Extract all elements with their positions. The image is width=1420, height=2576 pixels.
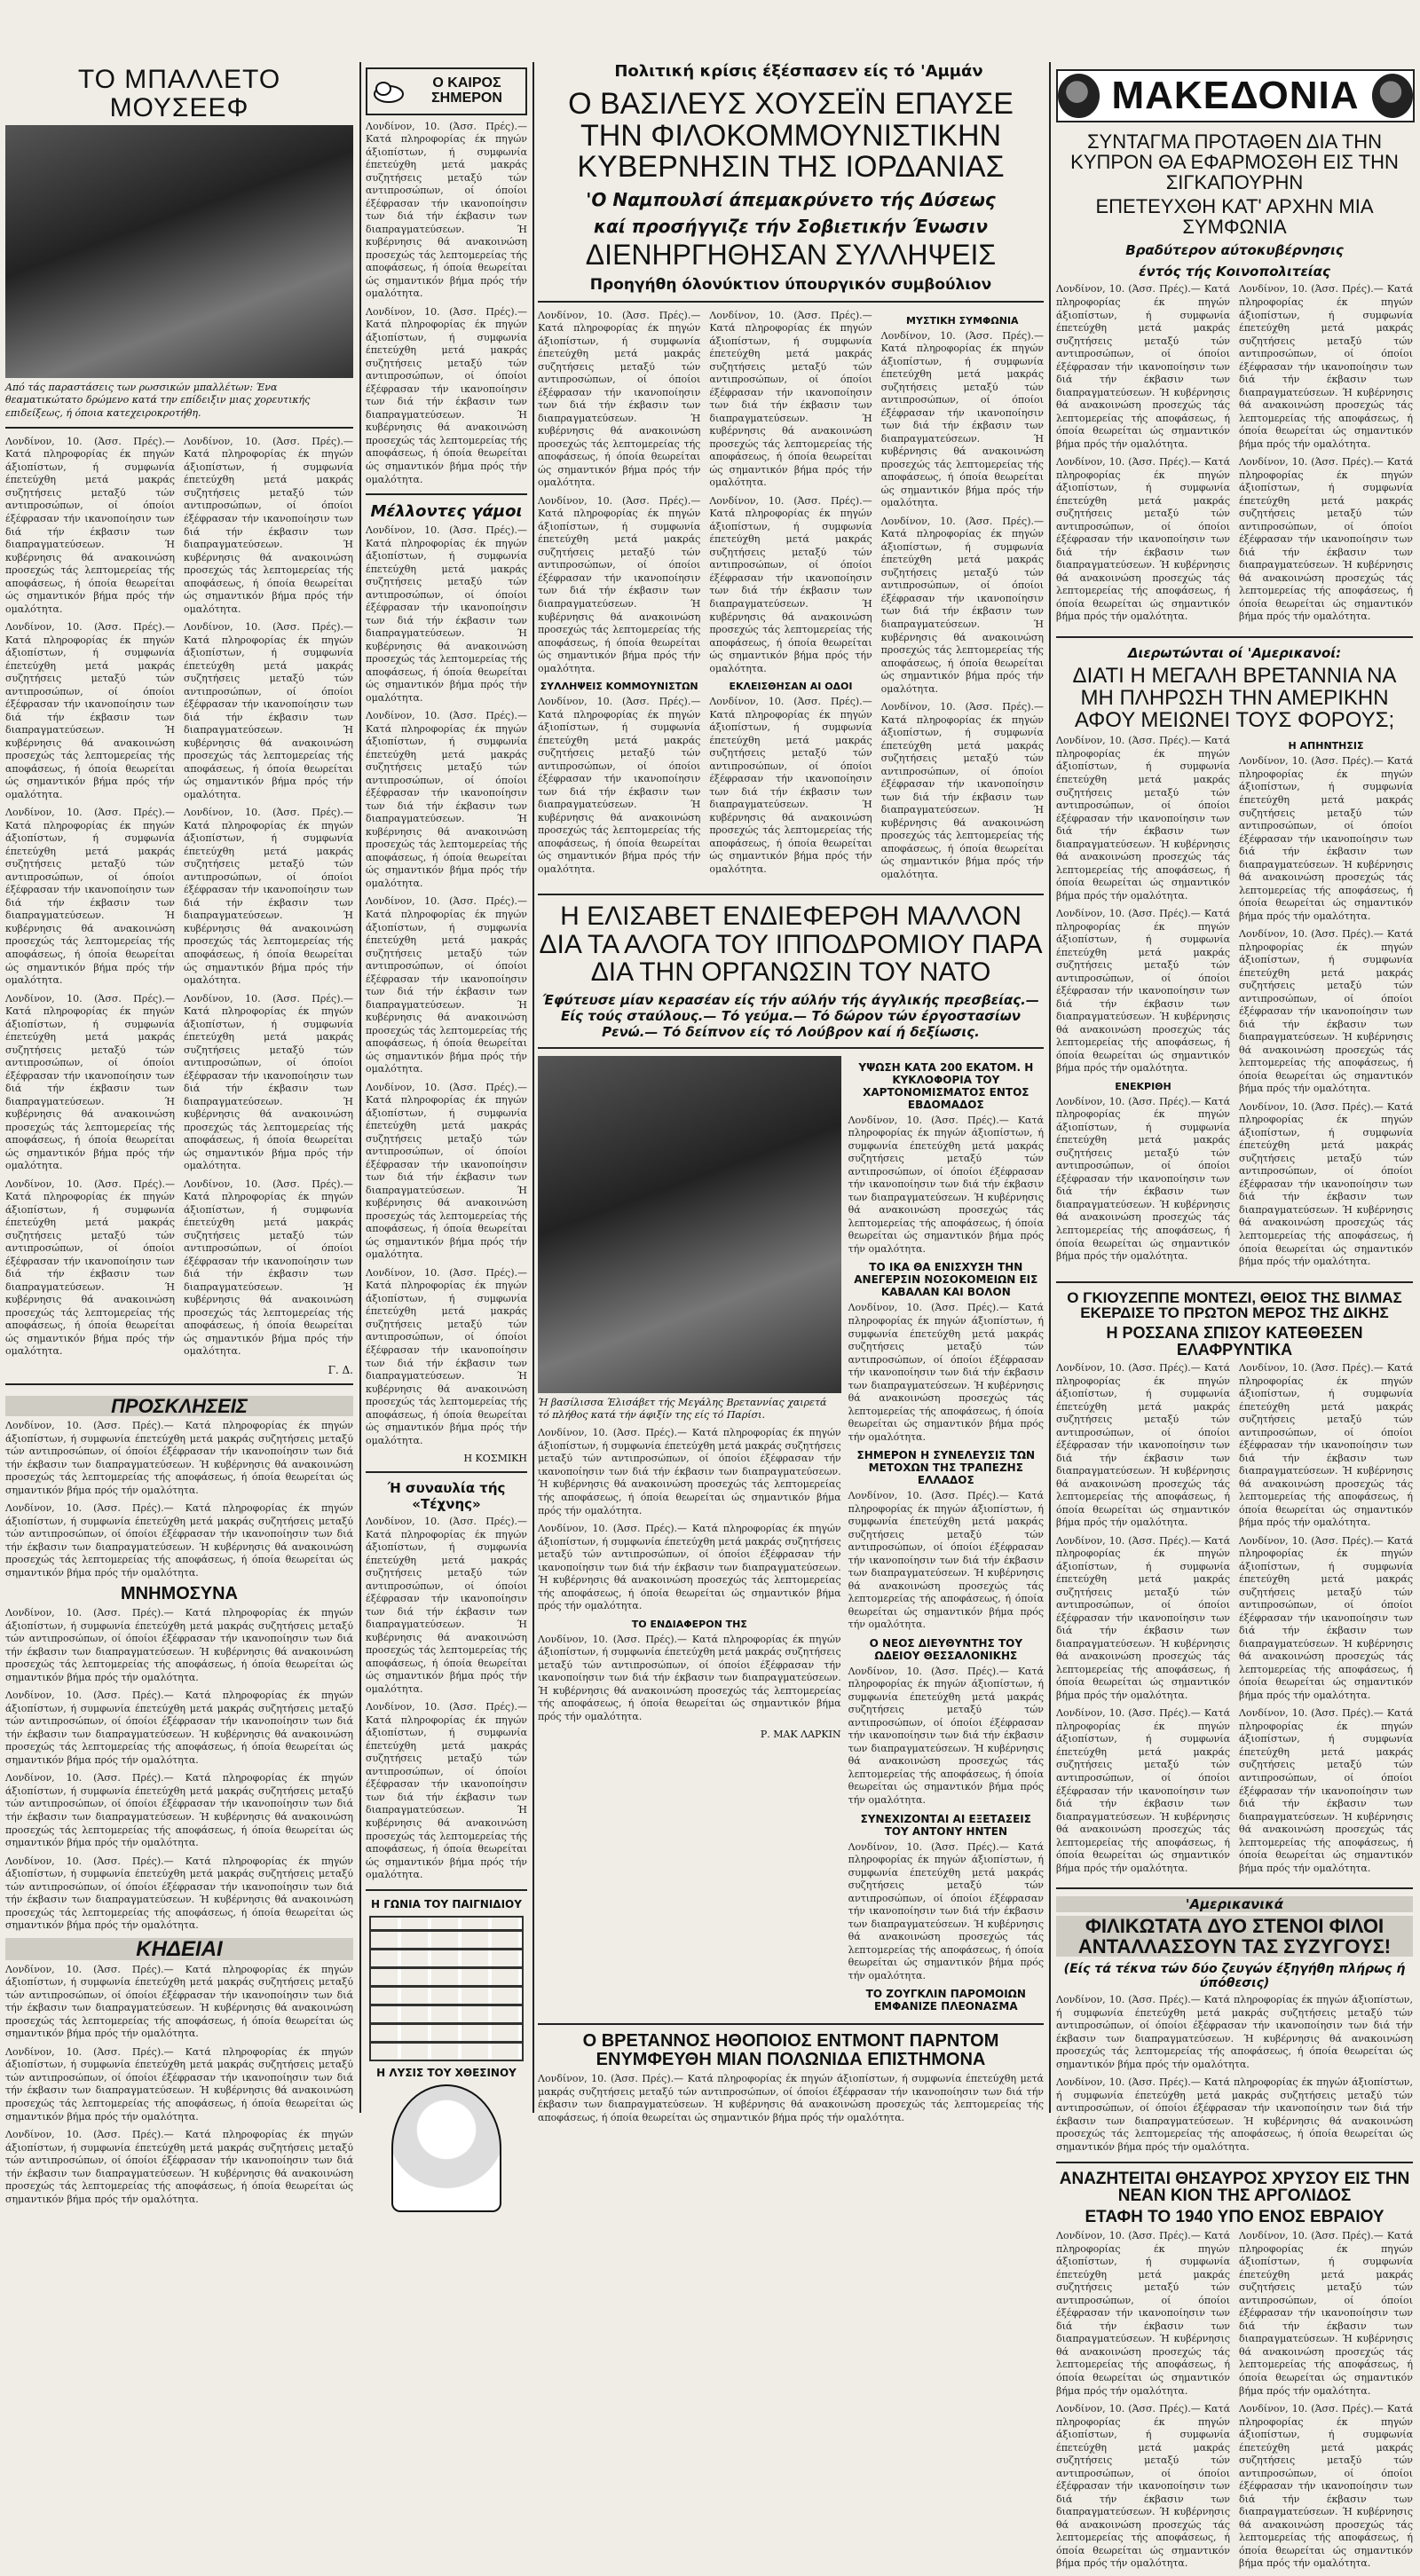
helmet-head-icon [1058, 74, 1100, 118]
left-column: ΤΟ ΜΠΑΛΛΕΤΟ ΜΟΥΣΕΕΦ Από τάς παραστάσεις των ρωσσικών μπαλλέτων: Ένα θεαματικώτατο δρώμενο κατά την επίδειξιν μιας χορευτικής επιδείξεως, ή όποια κατεχειροκροτήθη. Λονδίνον, 10. (Άσσ. Πρές).— Κατά πληροφορίας έκ πηγών άξιοπίστων, ή συμφωνία έπετεύχθη μετά μακράς συζητήσεις μεταξύ τών αντιπροσώπων, οί όποίοι έξέφρασαν τήν ικανοποίησιν των διά τήν έκβασιν των διαπραγματεύσεων. Ή κυβέρνησις θά ανακοινώση προσεχώς τάς λεπτομερείας τής αποφάσεως, ή όποία θεωρείται ώς σημαντικόν βήμα πρός τήν ομαλότητα. Λονδίνον, 10. (Άσσ. Πρές).— Κατά πληροφορίας έκ πηγών άξιοπίστων, ή συμφωνία έπετεύχθη μετά μακράς συζητήσεις μεταξύ τών αντιπροσώπων, οί όποίοι έξέφρασαν τήν ικανοποίησιν των διά τήν έκβασιν των διαπραγματεύσεων. Ή κυβέρνησις θά ανακοινώση προσεχώς τάς λεπτομερείας τής αποφάσεως, ή όποία θεωρείται ώς σημαντικόν βήμα πρός τήν ομαλότητα. Λονδίνον, 10. (Άσσ. Πρές).— Κατά πληροφορίας έκ πηγών άξιοπίστων, ή συμφωνία έπετεύχθη μετά μακράς συζητήσεις μεταξύ τών αντιπροσώπων, οί όποίοι έξέφρασαν τήν ικανοποίησιν των διά τήν έκβασιν των διαπραγματεύσεων. Ή κυβέρνησις θά ανακοινώση προσεχώς τάς λεπτομερείας τής αποφάσεως, ή όποία θεωρείται ώς σημαντικόν βήμα πρός τήν ομαλότητα. Λονδίνον, 10. (Άσσ. Πρές).— Κατά πληροφορίας έκ πηγών άξιοπίστων, ή συμφωνία έπετεύχθη μετά μακράς συζητήσεις μεταξύ τών αντιπροσώπων, οί όποίοι έξέφρασαν τήν ικανοποίησιν των διά τήν έκβασιν των διαπραγματεύσεων. Ή κυβέρνησις θά ανακοινώση προσεχώς τάς λεπτομερείας τής αποφάσεως, ή όποία θεωρείται ώς σημαντικόν βήμα πρός τήν ομαλότητα. Λονδίνον, 10. (Άσσ. Πρές).— Κατά πληροφορίας έκ πηγών άξιοπίστων, ή συμφωνία έπετεύχθη μετά μακράς συζητήσεις μεταξύ τών αντιπροσώπων, οί όποίοι έξέφρασαν τήν ικανοποίησιν των διά τήν έκβασιν των διαπραγματεύσεων. Ή κυβέρνησις θά ανακοινώση προσεχώς τάς λεπτομερείας τής αποφάσεως, ή όποία θεωρείται ώς σημαντικόν βήμα πρός τήν ομαλότητα. Λονδίνον, 10. (Άσσ. Πρές).— Κατά πληροφορίας έκ πηγών άξιοπίστων, ή συμφωνία έπετεύχθη μετά μακράς συζητήσεις μεταξύ τών αντιπροσώπων, οί όποίοι έξέφρασαν τήν ικανοποίησιν των διά τήν έκβασιν των διαπραγματεύσεων. Ή κυβέρνησις θά ανακοινώση προσεχώς τάς λεπτομερείας τής αποφάσεως, ή όποία θεωρείται ώς σημαντικόν βήμα πρός τήν ομαλότητα. Λονδίνον, 10. (Άσσ. Πρές).— Κατά πληροφορίας έκ πηγών άξιοπίστων, ή συμφωνία έπετεύχθη μετά μακράς συζητήσεις μεταξύ τών αντιπροσώπων, οί όποίοι έξέφρασαν τήν ικανοποίησιν των διά τήν έκβασιν των διαπραγματεύσεων. Ή κυβέρνησις θά ανακοινώση προσεχώς τάς λεπτομερείας τής αποφάσεως, ή όποία θεωρείται ώς σημαντικόν βήμα πρός τήν ομαλότητα. Λονδίνον, 10. (Άσσ. Πρές).— Κατά πληροφορίας έκ πηγών άξιοπίστων, ή συμφωνία έπετεύχθη μετά μακράς συζητήσεις μεταξύ τών αντιπροσώπων, οί όποίοι έξέφρασαν τήν ικανοποίησιν των διά τήν έκβασιν των διαπραγματεύσεων. Ή κυβέρνησις θά ανακοινώση προσεχώς τάς λεπτομερείας τής αποφάσεως, ή όποία θεωρείται ώς σημαντικόν βήμα πρός τήν ομαλότητα. Λονδίνον, 10. (Άσσ. Πρές).— Κατά πληροφορίας έκ πηγών άξιοπίστων, ή συμφωνία έπετεύχθη μετά μακράς συζητήσεις μεταξύ τών αντιπροσώπων, οί όποίοι έξέφρασαν τήν ικανοποίησιν των διά τήν έκβασιν των διαπραγματεύσεων. Ή κυβέρνησις θά ανακοινώση προσεχώς τάς λεπτομερείας τής αποφάσεως, ή όποία θεωρείται ώς σημαντικόν βήμα πρός τήν ομαλότητα. Λονδίνον, 10. (Άσσ. Πρές).— Κατά πληροφορίας έκ πηγών άξιοπίστων, ή συμφωνία έπετεύχθη μετά μακράς συζητήσεις μεταξύ τών αντιπροσώπων, οί όποίοι έξέφρασαν τήν ικανοποίησιν των διά τήν έκβασιν των διαπραγματεύσεων. Ή κυβέρνησις θά ανακοινώση προσεχώς τάς λεπτομερείας τής αποφάσεως, ή όποία θεωρείται ώς σημαντικόν βήμα πρός τήν ομαλότητα. Γ. Δ. ΠΡΟΣΚΛΗΣΕΙΣ Λονδίνον, 10. (Άσσ. Πρές).— Κατά πληροφορίας έκ πηγών άξιοπίστων, ή συμφωνία έπετεύχθη μετά μακράς συζητήσεις μεταξύ τών αντιπροσώπων, οί όποίοι έξέφρασαν τήν ικανοποίησιν των διά τήν έκβασιν των διαπραγματεύσεων. Ή κυβέρνησις θά ανακοινώση προσεχώς τάς λεπτομερείας τής αποφάσεως, ή όποία θεωρείται ώς σημαντικόν βήμα πρός τήν ομαλότητα. Λονδίνον, 10. (Άσσ. Πρές).— Κατά πληροφορίας έκ πηγών άξιοπίστων, ή συμφωνία έπετεύχθη μετά μακράς συζητήσεις μεταξύ τών αντιπροσώπων, οί όποίοι έξέφρασαν τήν ικανοποίησιν των διά τήν έκβασιν των διαπραγματεύσεων. Ή κυβέρνησις θά ανακοινώση προσεχώς τάς λεπτομερείας τής αποφάσεως, ή όποία θεωρείται ώς σημαντικόν βήμα πρός τήν ομαλότητα. ΜΝΗΜΟΣΥΝΑ Λονδίνον, 10. (Άσσ. Πρές).— Κατά πληροφορίας έκ πηγών άξιοπίστων, ή συμφωνία έπετεύχθη μετά μακράς συζητήσεις μεταξύ τών αντιπροσώπων, οί όποίοι έξέφρασαν τήν ικανοποίησιν των διά τήν έκβασιν των διαπραγματεύσεων. Ή κυβέρνησις θά ανακοινώση προσεχώς τάς λεπτομερείας τής αποφάσεως, ή όποία θεωρείται ώς σημαντικόν βήμα πρός τήν ομαλότητα. Λονδίνον, 10. (Άσσ. Πρές).— Κατά πληροφορίας έκ πηγών άξιοπίστων, ή συμφωνία έπετεύχθη μετά μακράς συζητήσεις μεταξύ τών αντιπροσώπων, οί όποίοι έξέφρασαν τήν ικανοποίησιν των διά τήν έκβασιν των διαπραγματεύσεων. Ή κυβέρνησις θά ανακοινώση προσεχώς τάς λεπτομερείας τής αποφάσεως, ή όποία θεωρείται ώς σημαντικόν βήμα πρός τήν ομαλότητα. Λονδίνον, 10. (Άσσ. Πρές).— Κατά πληροφορίας έκ πηγών άξιοπίστων, ή συμφωνία έπετεύχθη μετά μακράς συζητήσεις μεταξύ τών αντιπροσώπων, οί όποίοι έξέφρασαν τήν ικανοποίησιν των διά τήν έκβασιν των διαπραγματεύσεων. Ή κυβέρνησις θά ανακοινώση προσεχώς τάς λεπτομερείας τής αποφάσεως, ή όποία θεωρείται ώς σημαντικόν βήμα πρός τήν ομαλότητα. Λονδίνον, 10. (Άσσ. Πρές).— Κατά πληροφορίας έκ πηγών άξιοπίστων, ή συμφωνία έπετεύχθη μετά μακράς συζητήσεις μεταξύ τών αντιπροσώπων, οί όποίοι έξέφρασαν τήν ικανοποίησιν των διά τήν έκβασιν των διαπραγματεύσεων. Ή κυβέρνησις θά ανακοινώση προσεχώς τάς λεπτομερείας τής αποφάσεως, ή όποία θεωρείται ώς σημαντικόν βήμα πρός τήν ομαλότητα. ΚΗΔΕΙΑΙ Λονδίνον, 10. (Άσσ. Πρές).— Κατά πληροφορίας έκ πηγών άξιοπίστων, ή συμφωνία έπετεύχθη μετά μακράς συζητήσεις μεταξύ τών αντιπροσώπων, οί όποίοι έξέφρασαν τήν ικανοποίησιν των διά τήν έκβασιν των διαπραγματεύσεων. Ή κυβέρνησις θά ανακοινώση προσεχώς τάς λεπτομερείας τής αποφάσεως, ή όποία θεωρείται ώς σημαντικόν βήμα πρός τήν ομαλότητα. Λονδίνον, 10. (Άσσ. Πρές).— Κατά πληροφορίας έκ πηγών άξιοπίστων, ή συμφωνία έπετεύχθη μετά μακράς συζητήσεις μεταξύ τών αντιπροσώπων, οί όποίοι έξέφρασαν τήν ικανοποίησιν των διά τήν έκβασιν των διαπραγματεύσεων. Ή κυβέρνησις θά ανακοινώση προσεχώς τάς λεπτομερείας τής αποφάσεως, ή όποία θεωρείται ώς σημαντικόν βήμα πρός τήν ομαλότητα. Λονδίνον, 10. (Άσσ. Πρές).— Κατά πληροφορίας έκ πηγών άξιοπίστων, ή συμφωνία έπετεύχθη μετά μακράς συζητήσεις μεταξύ τών αντιπροσώπων, οί όποίοι έξέφρασαν τήν ικανοποίησιν των διά τήν έκβασιν των διαπραγματεύσεων. Ή κυβέρνησις θά ανακοινώση προσεχώς τάς λεπτομερείας τής αποφάσεως, ή όποία θεωρείται ώς σημαντικόν βήμα πρός τήν ομαλότητα. [5, 65, 353, 2205]
weather-box [366, 67, 527, 115]
right-column: ΣΥΝΤΑΓΜΑ ΠΡΟΤΑΘΕΝ ΔΙΑ ΤΗΝ ΚΥΠΡΟΝ ΘΑ ΕΦΑΡΜΟΣΘΗ ΕΙΣ ΤΗΝ ΣΙΓΚΑΠΟΥΡΗΝ ΕΠΕΤΕΥΧΘΗ ΚΑΤ' ΑΡΧΗΝ ΜΙΑ ΣΥΜΦΩΝΙΑ Βραδύτερον αύτοκυβέρνησις έντός τής Κοινοπολιτείας Λονδίνον, 10. (Άσσ. Πρές).— Κατά πληροφορίας έκ πηγών άξιοπίστων, ή συμφωνία έπετεύχθη μετά μακράς συζητήσεις μεταξύ τών αντιπροσώπων, οί όποίοι έξέφρασαν τήν ικανοποίησιν των διά τήν έκβασιν των διαπραγματεύσεων. Ή κυβέρνησις θά ανακοινώση προσεχώς τάς λεπτομερείας τής αποφάσεως, ή όποία θεωρείται ώς σημαντικόν βήμα πρός τήν ομαλότητα. Λονδίνον, 10. (Άσσ. Πρές).— Κατά πληροφορίας έκ πηγών άξιοπίστων, ή συμφωνία έπετεύχθη μετά μακράς συζητήσεις μεταξύ τών αντιπροσώπων, οί όποίοι έξέφρασαν τήν ικανοποίησιν των διά τήν έκβασιν των διαπραγματεύσεων. Ή κυβέρνησις θά ανακοινώση προσεχώς τάς λεπτομερείας τής αποφάσεως, ή όποία θεωρείται ώς σημαντικόν βήμα πρός τήν ομαλότητα. Λονδίνον, 10. (Άσσ. Πρές).— Κατά πληροφορίας έκ πηγών άξιοπίστων, ή συμφωνία έπετεύχθη μετά μακράς συζητήσεις μεταξύ τών αντιπροσώπων, οί όποίοι έξέφρασαν τήν ικανοποίησιν των διά τήν έκβασιν των διαπραγματεύσεων. Ή κυβέρνησις θά ανακοινώση προσεχώς τάς λεπτομερείας τής αποφάσεως, ή όποία θεωρείται ώς σημαντικόν βήμα πρός τήν ομαλότητα. Λονδίνον, 10. (Άσσ. Πρές).— Κατά πληροφορίας έκ πηγών άξιοπίστων, ή συμφωνία έπετεύχθη μετά μακράς συζητήσεις μεταξύ τών αντιπροσώπων, οί όποίοι έξέφρασαν τήν ικανοποίησιν των διά τήν έκβασιν των διαπραγματεύσεων. Ή κυβέρνησις θά ανακοινώση προσεχώς τάς λεπτομερείας τής αποφάσεως, ή όποία θεωρείται ώς σημαντικόν βήμα πρός τήν ομαλότητα. Διερωτώνται οί 'Αμερικανοί: ΔΙΑΤΙ Η ΜΕΓΑΛΗ ΒΡΕΤΑΝΝΙΑ ΝΑ ΜΗ ΠΛΗΡΩΣΗ ΤΗΝ ΑΜΕΡΙΚΗΝ ΑΦΟΥ ΜΕΙΩΝΕΙ ΤΟΥΣ ΦΟΡΟΥΣ; Λονδίνον, 10. (Άσσ. Πρές).— Κατά πληροφορίας έκ πηγών άξιοπίστων, ή συμφωνία έπετεύχθη μετά μακράς συζητήσεις μεταξύ τών αντιπροσώπων, οί όποίοι έξέφρασαν τήν ικανοποίησιν των διά τήν έκβασιν των διαπραγματεύσεων. Ή κυβέρνησις θά ανακοινώση προσεχώς τάς λεπτομερείας τής αποφάσεως, ή όποία θεωρείται ώς σημαντικόν βήμα πρός τήν ομαλότητα. Λονδίνον, 10. (Άσσ. Πρές).— Κατά πληροφορίας έκ πηγών άξιοπίστων, ή συμφωνία έπετεύχθη μετά μακράς συζητήσεις μεταξύ τών αντιπροσώπων, οί όποίοι έξέφρασαν τήν ικανοποίησιν των διά τήν έκβασιν των διαπραγματεύσεων. Ή κυβέρνησις θά ανακοινώση προσεχώς τάς λεπτομερείας τής αποφάσεως, ή όποία θεωρείται ώς σημαντικόν βήμα πρός τήν ομαλότητα. ΕΝΕΚΡΙΘΗ Λονδίνον, 10. (Άσσ. Πρές).— Κατά πληροφορίας έκ πηγών άξιοπίστων, ή συμφωνία έπετεύχθη μετά μακράς συζητήσεις μεταξύ τών αντιπροσώπων, οί όποίοι έξέφρασαν τήν ικανοποίησιν των διά τήν έκβασιν των διαπραγματεύσεων. Ή κυβέρνησις θά ανακοινώση προσεχώς τάς λεπτομερείας τής αποφάσεως, ή όποία θεωρείται ώς σημαντικόν βήμα πρός τήν ομαλότητα. Η ΑΠΗΝΤΗΣΙΣ Λονδίνον, 10. (Άσσ. Πρές).— Κατά πληροφορίας έκ πηγών άξιοπίστων, ή συμφωνία έπετεύχθη μετά μακράς συζητήσεις μεταξύ τών αντιπροσώπων, οί όποίοι έξέφρασαν τήν ικανοποίησιν των διά τήν έκβασιν των διαπραγματεύσεων. Ή κυβέρνησις θά ανακοινώση προσεχώς τάς λεπτομερείας τής αποφάσεως, ή όποία θεωρείται ώς σημαντικόν βήμα πρός τήν ομαλότητα. Λονδίνον, 10. (Άσσ. Πρές).— Κατά πληροφορίας έκ πηγών άξιοπίστων, ή συμφωνία έπετεύχθη μετά μακράς συζητήσεις μεταξύ τών αντιπροσώπων, οί όποίοι έξέφρασαν τήν ικανοποίησιν των διά τήν έκβασιν των διαπραγματεύσεων. Ή κυβέρνησις θά ανακοινώση προσεχώς τάς λεπτομερείας τής αποφάσεως, ή όποία θεωρείται ώς σημαντικόν βήμα πρός τήν ομαλότητα. Λονδίνον, 10. (Άσσ. Πρές).— Κατά πληροφορίας έκ πηγών άξιοπίστων, ή συμφωνία έπετεύχθη μετά μακράς συζητήσεις μεταξύ τών αντιπροσώπων, οί όποίοι έξέφρασαν τήν ικανοποίησιν των διά τήν έκβασιν των διαπραγματεύσεων. Ή κυβέρνησις θά ανακοινώση προσεχώς τάς λεπτομερείας τής αποφάσεως, ή όποία θεωρείται ώς σημαντικόν βήμα πρός τήν ομαλότητα. Ο ΓΚΙΟΥΖΕΠΠΕ ΜΟΝΤΕΖΙ, ΘΕΙΟΣ ΤΗΣ ΒΙΛΜΑΣ ΕΚΕΡΔΙΣΕ ΤΟ ΠΡΩΤΟΝ ΜΕΡΟΣ ΤΗΣ ΔΙΚΗΣ Η ΡΟΣΣΑΝΑ ΣΠΙΣΟΥ ΚΑΤΕΘΕΣΕΝ ΕΛΑΦΡΥΝΤΙΚΑ Λονδίνον, 10. (Άσσ. Πρές).— Κατά πληροφορίας έκ πηγών άξιοπίστων, ή συμφωνία έπετεύχθη μετά μακράς συζητήσεις μεταξύ τών αντιπροσώπων, οί όποίοι έξέφρασαν τήν ικανοποίησιν των διά τήν έκβασιν των διαπραγματεύσεων. Ή κυβέρνησις θά ανακοινώση προσεχώς τάς λεπτομερείας τής αποφάσεως, ή όποία θεωρείται ώς σημαντικόν βήμα πρός τήν ομαλότητα. Λονδίνον, 10. (Άσσ. Πρές).— Κατά πληροφορίας έκ πηγών άξιοπίστων, ή συμφωνία έπετεύχθη μετά μακράς συζητήσεις μεταξύ τών αντιπροσώπων, οί όποίοι έξέφρασαν τήν ικανοποίησιν των διά τήν έκβασιν των διαπραγματεύσεων. Ή κυβέρνησις θά ανακοινώση προσεχώς τάς λεπτομερείας τής αποφάσεως, ή όποία θεωρείται ώς σημαντικόν βήμα πρός τήν ομαλότητα. Λονδίνον, 10. (Άσσ. Πρές).— Κατά πληροφορίας έκ πηγών άξιοπίστων, ή συμφωνία έπετεύχθη μετά μακράς συζητήσεις μεταξύ τών αντιπροσώπων, οί όποίοι έξέφρασαν τήν ικανοποίησιν των διά τήν έκβασιν των διαπραγματεύσεων. Ή κυβέρνησις θά ανακοινώση προσεχώς τάς λεπτομερείας τής αποφάσεως, ή όποία θεωρείται ώς σημαντικόν βήμα πρός τήν ομαλότητα. Λονδίνον, 10. (Άσσ. Πρές).— Κατά πληροφορίας έκ πηγών άξιοπίστων, ή συμφωνία έπετεύχθη μετά μακράς συζητήσεις μεταξύ τών αντιπροσώπων, οί όποίοι έξέφρασαν τήν ικανοποίησιν των διά τήν έκβασιν των διαπραγματεύσεων. Ή κυβέρνησις θά ανακοινώση προσεχώς τάς λεπτομερείας τής αποφάσεως, ή όποία θεωρείται ώς σημαντικόν βήμα πρός τήν ομαλότητα. Λονδίνον, 10. (Άσσ. Πρές).— Κατά πληροφορίας έκ πηγών άξιοπίστων, ή συμφωνία έπετεύχθη μετά μακράς συζητήσεις μεταξύ τών αντιπροσώπων, οί όποίοι έξέφρασαν τήν ικανοποίησιν των διά τήν έκβασιν των διαπραγματεύσεων. Ή κυβέρνησις θά ανακοινώση προσεχώς τάς λεπτομερείας τής αποφάσεως, ή όποία θεωρείται ώς σημαντικόν βήμα πρός τήν ομαλότητα. Λονδίνον, 10. (Άσσ. Πρές).— Κατά πληροφορίας έκ πηγών άξιοπίστων, ή συμφωνία έπετεύχθη μετά μακράς συζητήσεις μεταξύ τών αντιπροσώπων, οί όποίοι έξέφρασαν τήν ικανοποίησιν των διά τήν έκβασιν των διαπραγματεύσεων. Ή κυβέρνησις θά ανακοινώση προσεχώς τάς λεπτομερείας τής αποφάσεως, ή όποία θεωρείται ώς σημαντικόν βήμα πρός τήν ομαλότητα. 'Αμερικανικά ΦΙΛΙΚΩΤΑΤΑ ΔΥΟ ΣΤΕΝΟΙ ΦΙΛΟΙ ΑΝΤΑΛΛΑΣΣΟΥΝ ΤΑΣ ΣΥΖΥΓΟΥΣ! (Είς τά τέκνα τών δύο ζευγών έξηγήθη πλήρως ή ύπόθεσις) Λονδίνον, 10. (Άσσ. Πρές).— Κατά πληροφορίας έκ πηγών άξιοπίστων, ή συμφωνία έπετεύχθη μετά μακράς συζητήσεις μεταξύ τών αντιπροσώπων, οί όποίοι έξέφρασαν τήν ικανοποίησιν των διά τήν έκβασιν των διαπραγματεύσεων. Ή κυβέρνησις θά ανακοινώση προσεχώς τάς λεπτομερείας τής αποφάσεως, ή όποία θεωρείται ώς σημαντικόν βήμα πρός τήν ομαλότητα. Λονδίνον, 10. (Άσσ. Πρές).— Κατά πληροφορίας έκ πηγών άξιοπίστων, ή συμφωνία έπετεύχθη μετά μακράς συζητήσεις μεταξύ τών αντιπροσώπων, οί όποίοι έξέφρασαν τήν ικανοποίησιν των διά τήν έκβασιν των διαπραγματεύσεων. Ή κυβέρνησις θά ανακοινώση προσεχώς τάς λεπτομερείας τής αποφάσεως, ή όποία θεωρείται ώς σημαντικόν βήμα πρός τήν ομαλότητα. ΑΝΑΖΗΤΕΙΤΑΙ ΘΗΣΑΥΡΟΣ ΧΡΥΣΟΥ ΕΙΣ ΤΗΝ ΝΕΑΝ ΚΙΟΝ ΤΗΣ ΑΡΓΟΛΙΔΟΣ ΕΤΑΦΗ ΤΟ 1940 ΥΠΟ ΕΝΟΣ ΕΒΡΑΙΟΥ Λονδίνον, 10. (Άσσ. Πρές).— Κατά πληροφορίας έκ πηγών άξιοπίστων, ή συμφωνία έπετεύχθη μετά μακράς συζητήσεις μεταξύ τών αντιπροσώπων, οί όποίοι έξέφρασαν τήν ικανοποίησιν των διά τήν έκβασιν των διαπραγματεύσεων. Ή κυβέρνησις θά ανακοινώση προσεχώς τάς λεπτομερείας τής αποφάσεως, ή όποία θεωρείται ώς σημαντικόν βήμα πρός τήν ομαλότητα. Λονδίνον, 10. (Άσσ. Πρές).— Κατά πληροφορίας έκ πηγών άξιοπίστων, ή συμφωνία έπετεύχθη μετά μακράς συζητήσεις μεταξύ τών αντιπροσώπων, οί όποίοι έξέφρασαν τήν ικανοποίησιν των διά τήν έκβασιν των διαπραγματεύσεων. Ή κυβέρνησις θά ανακοινώση προσεχώς τάς λεπτομερείας τής αποφάσεως, ή όποία θεωρείται ώς σημαντικόν βήμα πρός τήν ομαλότητα. Λονδίνον, 10. (Άσσ. Πρές).— Κατά πληροφορίας έκ πηγών άξιοπίστων, ή συμφωνία έπετεύχθη μετά μακράς συζητήσεις μεταξύ τών αντιπροσώπων, οί όποίοι έξέφρασαν τήν ικανοποίησιν των διά τήν έκβασιν των διαπραγματεύσεων. Ή κυβέρνησις θά ανακοινώση προσεχώς τάς λεπτομερείας τής αποφάσεως, ή όποία θεωρείται ώς σημαντικόν βήμα πρός τήν ομαλότητα. Λονδίνον, 10. (Άσσ. Πρές).— Κατά πληροφορίας έκ πηγών άξιοπίστων, ή συμφωνία έπετεύχθη μετά μακράς συζητήσεις μεταξύ τών αντιπροσώπων, οί όποίοι έξέφρασαν τήν ικανοποίησιν των διά τήν έκβασιν των διαπραγματεύσεων. Ή κυβέρνησις θά ανακοινώση προσεχώς τάς λεπτομερείας τής αποφάσεως, ή όποία θεωρείται ώς σημαντικόν βήμα πρός τήν ομαλότητα. [1056, 130, 1413, 2570]
right-kicker-3: 'Αμερικανικά [1056, 1896, 1413, 1912]
right-kicker-2: Διερωτώνται οί 'Αμερικανοί: [1127, 644, 1342, 661]
right-headline-4: Ο ΓΚΙΟΥΖΕΠΠΕ ΜΟΝΤΕΖΙ, ΘΕΙΟΣ ΤΗΣ ΒΙΛΜΑΣ ΕΚΕΡΔΙΣΕ ΤΟ ΠΡΩΤΟΝ ΜΕΡΟΣ ΤΗΣ ΔΙΚΗΣ [1067, 1288, 1402, 1322]
masthead [1056, 69, 1415, 122]
ballet-photo [5, 125, 353, 378]
center-headline-2: ΔΙΕΝΗΡΓΗΘΗΣΑΝ ΣΥΛΛΗΨΕΙΣ [585, 239, 997, 272]
center-kicker: Πολιτική κρίσις έξέσπασεν είς τό 'Αμμάν [614, 62, 983, 81]
puzzle-cartoon [391, 2084, 501, 2212]
right-headline-3: ΔΙΑΤΙ Η ΜΕΓΑΛΗ ΒΡΕΤΑΝΝΙΑ ΝΑ ΜΗ ΠΛΗΡΩΣΗ ΤΗΝ ΑΜΕΡΙΚΗΝ ΑΦΟΥ ΜΕΙΩΝΕΙ ΤΟΥΣ ΦΟΡΟΥΣ; [1072, 663, 1397, 733]
gonia-heading: Η ΓΩΝΙΑ ΤΟΥ ΠΑΙΓΝΙΔΙΟΥ [371, 1897, 522, 1910]
gamoi-heading: Μέλλοντες γάμοι [370, 502, 523, 522]
center-column: Ο ΒΑΣΙΛΕΥΣ ΧΟΥΣΕΪΝ ΕΠΑΥΣΕ ΤΗΝ ΦΙΛΟΚΟΜΜΟΥΝΙΣΤΙΚΗΝ ΚΥΒΕΡΝΗΣΙΝ ΤΗΣ ΙΟΡΔΑΝΙΑΣ 'Ο Ναμπουλσί άπεμακρύνετο τής Δύσεως καί προσήγγιζε τήν Σοβιετικήν Ένωσιν ΔΙΕΝΗΡΓΗΘΗΣΑΝ ΣΥΛΛΗΨΕΙΣ Προηγήθη όλονύκτιον ύπουργικόν συμβούλιον Λονδίνον, 10. (Άσσ. Πρές).— Κατά πληροφορίας έκ πηγών άξιοπίστων, ή συμφωνία έπετεύχθη μετά μακράς συζητήσεις μεταξύ τών αντιπροσώπων, οί όποίοι έξέφρασαν τήν ικανοποίησιν των διά τήν έκβασιν των διαπραγματεύσεων. Ή κυβέρνησις θά ανακοινώση προσεχώς τάς λεπτομερείας τής αποφάσεως, ή όποία θεωρείται ώς σημαντικόν βήμα πρός τήν ομαλότητα. Λονδίνον, 10. (Άσσ. Πρές).— Κατά πληροφορίας έκ πηγών άξιοπίστων, ή συμφωνία έπετεύχθη μετά μακράς συζητήσεις μεταξύ τών αντιπροσώπων, οί όποίοι έξέφρασαν τήν ικανοποίησιν των διά τήν έκβασιν των διαπραγματεύσεων. Ή κυβέρνησις θά ανακοινώση προσεχώς τάς λεπτομερείας τής αποφάσεως, ή όποία θεωρείται ώς σημαντικόν βήμα πρός τήν ομαλότητα. ΣΥΛΛΗΨΕΙΣ ΚΟΜΜΟΥΝΙΣΤΩΝ Λονδίνον, 10. (Άσσ. Πρές).— Κατά πληροφορίας έκ πηγών άξιοπίστων, ή συμφωνία έπετεύχθη μετά μακράς συζητήσεις μεταξύ τών αντιπροσώπων, οί όποίοι έξέφρασαν τήν ικανοποίησιν των διά τήν έκβασιν των διαπραγματεύσεων. Ή κυβέρνησις θά ανακοινώση προσεχώς τάς λεπτομερείας τής αποφάσεως, ή όποία θεωρείται ώς σημαντικόν βήμα πρός τήν ομαλότητα. Λονδίνον, 10. (Άσσ. Πρές).— Κατά πληροφορίας έκ πηγών άξιοπίστων, ή συμφωνία έπετεύχθη μετά μακράς συζητήσεις μεταξύ τών αντιπροσώπων, οί όποίοι έξέφρασαν τήν ικανοποίησιν των διά τήν έκβασιν των διαπραγματεύσεων. Ή κυβέρνησις θά ανακοινώση προσεχώς τάς λεπτομερείας τής αποφάσεως, ή όποία θεωρείται ώς σημαντικόν βήμα πρός τήν ομαλότητα. Λονδίνον, 10. (Άσσ. Πρές).— Κατά πληροφορίας έκ πηγών άξιοπίστων, ή συμφωνία έπετεύχθη μετά μακράς συζητήσεις μεταξύ τών αντιπροσώπων, οί όποίοι έξέφρασαν τήν ικανοποίησιν των διά τήν έκβασιν των διαπραγματεύσεων. Ή κυβέρνησις θά ανακοινώση προσεχώς τάς λεπτομερείας τής αποφάσεως, ή όποία θεωρείται ώς σημαντικόν βήμα πρός τήν ομαλότητα. ΕΚΛΕΙΣΘΗΣΑΝ ΑΙ ΟΔΟΙ Λονδίνον, 10. (Άσσ. Πρές).— Κατά πληροφορίας έκ πηγών άξιοπίστων, ή συμφωνία έπετεύχθη μετά μακράς συζητήσεις μεταξύ τών αντιπροσώπων, οί όποίοι έξέφρασαν τήν ικανοποίησιν των διά τήν έκβασιν των διαπραγματεύσεων. Ή κυβέρνησις θά ανακοινώση προσεχώς τάς λεπτομερείας τής αποφάσεως, ή όποία θεωρείται ώς σημαντικόν βήμα πρός τήν ομαλότητα. ΜΥΣΤΙΚΗ ΣΥΜΦΩΝΙΑ Λονδίνον, 10. (Άσσ. Πρές).— Κατά πληροφορίας έκ πηγών άξιοπίστων, ή συμφωνία έπετεύχθη μετά μακράς συζητήσεις μεταξύ τών αντιπροσώπων, οί όποίοι έξέφρασαν τήν ικανοποίησιν των διά τήν έκβασιν των διαπραγματεύσεων. Ή κυβέρνησις θά ανακοινώση προσεχώς τάς λεπτομερείας τής αποφάσεως, ή όποία θεωρείται ώς σημαντικόν βήμα πρός τήν ομαλότητα. Λονδίνον, 10. (Άσσ. Πρές).— Κατά πληροφορίας έκ πηγών άξιοπίστων, ή συμφωνία έπετεύχθη μετά μακράς συζητήσεις μεταξύ τών αντιπροσώπων, οί όποίοι έξέφρασαν τήν ικανοποίησιν των διά τήν έκβασιν των διαπραγματεύσεων. Ή κυβέρνησις θά ανακοινώση προσεχώς τάς λεπτομερείας τής αποφάσεως, ή όποία θεωρείται ώς σημαντικόν βήμα πρός τήν ομαλότητα. Λονδίνον, 10. (Άσσ. Πρές).— Κατά πληροφορίας έκ πηγών άξιοπίστων, ή συμφωνία έπετεύχθη μετά μακράς συζητήσεις μεταξύ τών αντιπροσώπων, οί όποίοι έξέφρασαν τήν ικανοποίησιν των διά τήν έκβασιν των διαπραγματεύσεων. Ή κυβέρνησις θά ανακοινώση προσεχώς τάς λεπτομερείας τής αποφάσεως, ή όποία θεωρείται ώς σημαντικόν βήμα πρός τήν ομαλότητα. Η ΕΛΙΣΑΒΕΤ ΕΝΔΙΕΦΕΡΘΗ ΜΑΛΛΟΝ ΔΙΑ ΤΑ ΑΛΟΓΑ ΤΟΥ ΙΠΠΟΔΡΟΜΙΟΥ ΠΑΡΑ ΔΙΑ ΤΗΝ ΟΡΓΑΝΩΣΙΝ ΤΟΥ ΝΑΤΟ Έφύτευσε μίαν κερασέαν είς τήν αύλήν τής άγγλικής πρεσβείας.— Είς τούς σταύλους.— Τό γεύμα.— Τό δώρον τών έργοστασίων Ρενώ.— Τό δείπνον είς τό Λούβρον καί ή δεξίωσις. Ή βασίλισσα Έλισάβετ τής Μεγάλης Βρεταννίας χαιρετά τό πλήθος κατά τήν άφιξίν της είς τό Παρίσι. Λονδίνον, 10. (Άσσ. Πρές).— Κατά πληροφορίας έκ πηγών άξιοπίστων, ή συμφωνία έπετεύχθη μετά μακράς συζητήσεις μεταξύ τών αντιπροσώπων, οί όποίοι έξέφρασαν τήν ικανοποίησιν των διά τήν έκβασιν των διαπραγματεύσεων. Ή κυβέρνησις θά ανακοινώση προσεχώς τάς λεπτομερείας τής αποφάσεως, ή όποία θεωρείται ώς σημαντικόν βήμα πρός τήν ομαλότητα. Λονδίνον, 10. (Άσσ. Πρές).— Κατά πληροφορίας έκ πηγών άξιοπίστων, ή συμφωνία έπετεύχθη μετά μακράς συζητήσεις μεταξύ τών αντιπροσώπων, οί όποίοι έξέφρασαν τήν ικανοποίησιν των διά τήν έκβασιν των διαπραγματεύσεων. Ή κυβέρνησις θά ανακοινώση προσεχώς τάς λεπτομερείας τής αποφάσεως, ή όποία θεωρείται ώς σημαντικόν βήμα πρός τήν ομαλότητα. ΤΟ ΕΝΔΙΑΦΕΡΟΝ ΤΗΣ Λονδίνον, 10. (Άσσ. Πρές).— Κατά πληροφορίας έκ πηγών άξιοπίστων, ή συμφωνία έπετεύχθη μετά μακράς συζητήσεις μεταξύ τών αντιπροσώπων, οί όποίοι έξέφρασαν τήν ικανοποίησιν των διά τήν έκβασιν των διαπραγματεύσεων. Ή κυβέρνησις θά ανακοινώση προσεχώς τάς λεπτομερείας τής αποφάσεως, ή όποία θεωρείται ώς σημαντικόν βήμα πρός τήν ομαλότητα. Ρ. ΜΑΚ ΛΑΡΚΙΝ ΥΨΩΣΗ ΚΑΤΑ 200 ΕΚΑΤΟΜ. Η ΚΥΚΛΟΦΟΡΙΑ ΤΟΥ ΧΑΡΤΟΝΟΜΙΣΜΑΤΟΣ ΕΝΤΟΣ ΕΒΔΟΜΑΔΟΣ Λονδίνον, 10. (Άσσ. Πρές).— Κατά πληροφορίας έκ πηγών άξιοπίστων, ή συμφωνία έπετεύχθη μετά μακράς συζητήσεις μεταξύ τών αντιπροσώπων, οί όποίοι έξέφρασαν τήν ικανοποίησιν των διά τήν έκβασιν των διαπραγματεύσεων. Ή κυβέρνησις θά ανακοινώση προσεχώς τάς λεπτομερείας τής αποφάσεως, ή όποία θεωρείται ώς σημαντικόν βήμα πρός τήν ομαλότητα. ΤΟ ΙΚΑ ΘΑ ΕΝΙΣΧΥΣΗ ΤΗΝ ΑΝΕΓΕΡΣΙΝ ΝΟΣΟΚΟΜΕΙΩΝ ΕΙΣ ΚΑΒΑΛΑΝ ΚΑΙ ΒΟΛΟΝ Λονδίνον, 10. (Άσσ. Πρές).— Κατά πληροφορίας έκ πηγών άξιοπίστων, ή συμφωνία έπετεύχθη μετά μακράς συζητήσεις μεταξύ τών αντιπροσώπων, οί όποίοι έξέφρασαν τήν ικανοποίησιν των διά τήν έκβασιν των διαπραγματεύσεων. Ή κυβέρνησις θά ανακοινώση προσεχώς τάς λεπτομερείας τής αποφάσεως, ή όποία θεωρείται ώς σημαντικόν βήμα πρός τήν ομαλότητα. ΣΗΜΕΡΟΝ Η ΣΥΝΕΛΕΥΣΙΣ ΤΩΝ ΜΕΤΟΧΩΝ ΤΗΣ ΤΡΑΠΕΖΗΣ ΕΛΛΑΔΟΣ Λονδίνον, 10. (Άσσ. Πρές).— Κατά πληροφορίας έκ πηγών άξιοπίστων, ή συμφωνία έπετεύχθη μετά μακράς συζητήσεις μεταξύ τών αντιπροσώπων, οί όποίοι έξέφρασαν τήν ικανοποίησιν των διά τήν έκβασιν των διαπραγματεύσεων. Ή κυβέρνησις θά ανακοινώση προσεχώς τάς λεπτομερείας τής αποφάσεως, ή όποία θεωρείται ώς σημαντικόν βήμα πρός τήν ομαλότητα. Ο ΝΕΟΣ ΔΙΕΥΘΥΝΤΗΣ ΤΟΥ ΩΔΕΙΟΥ ΘΕΣΣΑΛΟΝΙΚΗΣ Λονδίνον, 10. (Άσσ. Πρές).— Κατά πληροφορίας έκ πηγών άξιοπίστων, ή συμφωνία έπετεύχθη μετά μακράς συζητήσεις μεταξύ τών αντιπροσώπων, οί όποίοι έξέφρασαν τήν ικανοποίησιν των διά τήν έκβασιν των διαπραγματεύσεων. Ή κυβέρνησις θά ανακοινώση προσεχώς τάς λεπτομερείας τής αποφάσεως, ή όποία θεωρείται ώς σημαντικόν βήμα πρός τήν ομαλότητα. ΣΥΝΕΧΙΖΟΝΤΑΙ ΑΙ ΕΞΕΤΑΣΕΙΣ ΤΟΥ ΑΝΤΟΝΥ ΗΝΤΕΝ Λονδίνον, 10. (Άσσ. Πρές).— Κατά πληροφορίας έκ πηγών άξιοπίστων, ή συμφωνία έπετεύχθη μετά μακράς συζητήσεις μεταξύ τών αντιπροσώπων, οί όποίοι έξέφρασαν τήν ικανοποίησιν των διά τήν έκβασιν των διαπραγματεύσεων. Ή κυβέρνησις θά ανακοινώση προσεχώς τάς λεπτομερείας τής αποφάσεως, ή όποία θεωρείται ώς σημαντικόν βήμα πρός τήν ομαλότητα. ΤΟ ΖΟΥΓΚΛΙΝ ΠΑΡΟΜΟΙΩΝ ΕΜΦΑΝΙΖΕ ΠΛΕΟΝΑΣΜΑ Ο ΒΡΕΤΑΝΝΟΣ ΗΘΟΠΟΙΟΣ ΕΝΤΜΟΝΤ ΠΑΡΝΤΟΜ ΕΝΥΜΦΕΥΘΗ ΜΙΑΝ ΠΟΛΩΝΙΔΑ ΕΠΙΣΤΗΜΟΝΑ Λονδίνον, 10. (Άσσ. Πρές).— Κατά πληροφορίας έκ πηγών άξιοπίστων, ή συμφωνία έπετεύχθη μετά μακράς συζητήσεις μεταξύ τών αντιπροσώπων, οί όποίοι έξέφρασαν τήν ικανοποίησιν των διά τήν έκβασιν των διαπραγματεύσεων. Ή κυβέρνησις θά ανακοινώση προσεχώς τάς λεπτομερείας τής αποφάσεως, ή όποία θεωρείται ώς σημαντικόν βήμα πρός τήν ομαλότητα. [538, 87, 1044, 2123]
box-6: ΤΟ ΖΟΥΓΚΛΙΝ ΠΑΡΟΜΟΙΩΝ ΕΜΦΑΝΙΖΕ ΠΛΕΟΝΑΣΜΑ [865, 1988, 1026, 2013]
center-sub-3: Προηγήθη όλονύκτιον ύπουργικόν συμβούλιον [589, 275, 992, 294]
center-headline-1: Ο ΒΑΣΙΛΕΥΣ ΧΟΥΣΕΪΝ ΕΠΑΥΣΕ ΤΗΝ ΦΙΛΟΚΟΜΜΟΥΝΙΣΤΙΚΗΝ ΚΥΒΕΡΝΗΣΙΝ ΤΗΣ ΙΟΡΔΑΝΙΑΣ [568, 87, 1014, 185]
ballet-title: ΤΟ ΜΠΑΛΛΕΤΟ ΜΟΥΣΕΕΦ [77, 65, 281, 122]
column-rule [532, 62, 534, 2113]
prosklisis-heading: ΠΡΟΣΚΛΗΣΕΙΣ [5, 1396, 353, 1416]
right-sub-3: (Είς τά τέκνα τών δύο ζευγών έξηγήθη πλήρως ή ύπόθεσις) [1063, 1962, 1406, 1991]
box-3: ΣΗΜΕΡΟΝ Η ΣΥΝΕΛΕΥΣΙΣ ΤΩΝ ΜΕΤΟΧΩΝ ΤΗΣ ΤΡΑΠΕΖΗΣ ΕΛΛΑΔΟΣ [856, 1449, 1036, 1487]
right-headline-2: ΕΠΕΤΕΥΧΘΗ ΚΑΤ' ΑΡΧΗΝ ΜΙΑ ΣΥΜΦΩΝΙΑ [1095, 195, 1374, 239]
right-headline-6: ΦΙΛΙΚΩΤΑΤΑ ΔΥΟ ΣΤΕΝΟΙ ΦΙΛΟΙ ΑΝΤΑΛΛΑΣΣΟΥΝ ΤΑΣ ΣΥΖΥΓΟΥΣ! [1056, 1916, 1413, 1957]
box-1: ΥΨΩΣΗ ΚΑΤΑ 200 ΕΚΑΤΟΜ. Η ΚΥΚΛΟΦΟΡΙΑ ΤΟΥ ΧΑΡΤΟΝΟΜΙΣΜΑΤΟΣ ΕΝΤΟΣ ΕΒΔΟΜΑΔΟΣ [858, 1060, 1034, 1111]
center-sub-2: καί προσήγγιζε τήν Σοβιετικήν Ένωσιν [593, 216, 989, 238]
ballet-signature: Γ. Δ. [327, 1363, 353, 1376]
synavlia-heading: Ή συναυλία τής «Τέχνης» [387, 1480, 506, 1513]
masthead-name: ΜΑΚΕΔΟΝΙΑ [1111, 74, 1360, 117]
queen-caption: Ή βασίλισσα Έλισάβετ τής Μεγάλης Βρεταννίας χαιρετά τό πλήθος κατά τήν άφιξίν της είς τό Παρίσι. [538, 1396, 827, 1422]
queen-photo [538, 1056, 841, 1393]
center-headline-4: Ο ΒΡΕΤΑΝΝΟΣ ΗΘΟΠΟΙΟΣ ΕΝΤΜΟΝΤ ΠΑΡΝΤΟΜ ΕΝΥΜΦΕΥΘΗ ΜΙΑΝ ΠΟΛΩΝΙΔΑ ΕΠΙΣΤΗΜΟΝΑ [582, 2031, 999, 2070]
lysi-heading: Η ΛΥΣΙΣ ΤΟΥ ΧΘΕΣΙΝΟΥ [376, 2066, 517, 2079]
box-2: ΤΟ ΙΚΑ ΘΑ ΕΝΙΣΧΥΣΗ ΤΗΝ ΑΝΕΓΕΡΣΙΝ ΝΟΣΟΚΟΜΕΙΩΝ ΕΙΣ ΚΑΒΑΛΑΝ ΚΑΙ ΒΟΛΟΝ [854, 1261, 1038, 1299]
right-sub-2: έντός τής Κοινοπολιτείας [1139, 264, 1330, 280]
box-4: Ο ΝΕΟΣ ΔΙΕΥΘΥΝΤΗΣ ΤΟΥ ΩΔΕΙΟΥ ΘΕΣΣΑΛΟΝΙΚΗΣ [869, 1636, 1023, 1662]
weather-title: Ο ΚΑΙΡΟΣ ΣΗΜΕΡΟΝ [431, 75, 502, 106]
right-sub-4: ΕΤΑΦΗ ΤΟ 1940 ΥΠΟ ΕΝΟΣ ΕΒΡΑΙΟΥ [1085, 2208, 1384, 2227]
column-rule [1049, 62, 1051, 2113]
center-headline-3: Η ΕΛΙΣΑΒΕΤ ΕΝΔΙΕΦΕΡΘΗ ΜΑΛΛΟΝ ΔΙΑ ΤΑ ΑΛΟΓΑ ΤΟΥ ΙΠΠΟΔΡΟΜΙΟΥ ΠΑΡΑ ΔΙΑ ΤΗΝ ΟΡΓΑΝΩΣΙΝ ΤΟΥ ΝΑΤΟ [539, 902, 1043, 988]
kosmiki-signature: Η ΚΟΣΜΙΚΗ [463, 1453, 527, 1465]
weather-column: Ο ΚΑΙΡΟΣ ΣΗΜΕΡΟΝ Λονδίνον, 10. (Άσσ. Πρές).— Κατά πληροφορίας έκ πηγών άξιοπίστων, ή συμφωνία έπετεύχθη μετά μακράς συζητήσεις μεταξύ τών αντιπροσώπων, οί όποίοι έξέφρασαν τήν ικανοποίησιν των διά τήν έκβασιν των διαπραγματεύσεων. Ή κυβέρνησις θά ανακοινώση προσεχώς τάς λεπτομερείας τής αποφάσεως, ή όποία θεωρείται ώς σημαντικόν βήμα πρός τήν ομαλότητα. Λονδίνον, 10. (Άσσ. Πρές).— Κατά πληροφορίας έκ πηγών άξιοπίστων, ή συμφωνία έπετεύχθη μετά μακράς συζητήσεις μεταξύ τών αντιπροσώπων, οί όποίοι έξέφρασαν τήν ικανοποίησιν των διά τήν έκβασιν των διαπραγματεύσεων. Ή κυβέρνησις θά ανακοινώση προσεχώς τάς λεπτομερείας τής αποφάσεως, ή όποία θεωρείται ώς σημαντικόν βήμα πρός τήν ομαλότητα. Μέλλοντες γάμοι Λονδίνον, 10. (Άσσ. Πρές).— Κατά πληροφορίας έκ πηγών άξιοπίστων, ή συμφωνία έπετεύχθη μετά μακράς συζητήσεις μεταξύ τών αντιπροσώπων, οί όποίοι έξέφρασαν τήν ικανοποίησιν των διά τήν έκβασιν των διαπραγματεύσεων. Ή κυβέρνησις θά ανακοινώση προσεχώς τάς λεπτομερείας τής αποφάσεως, ή όποία θεωρείται ώς σημαντικόν βήμα πρός τήν ομαλότητα. Λονδίνον, 10. (Άσσ. Πρές).— Κατά πληροφορίας έκ πηγών άξιοπίστων, ή συμφωνία έπετεύχθη μετά μακράς συζητήσεις μεταξύ τών αντιπροσώπων, οί όποίοι έξέφρασαν τήν ικανοποίησιν των διά τήν έκβασιν των διαπραγματεύσεων. Ή κυβέρνησις θά ανακοινώση προσεχώς τάς λεπτομερείας τής αποφάσεως, ή όποία θεωρείται ώς σημαντικόν βήμα πρός τήν ομαλότητα. Λονδίνον, 10. (Άσσ. Πρές).— Κατά πληροφορίας έκ πηγών άξιοπίστων, ή συμφωνία έπετεύχθη μετά μακράς συζητήσεις μεταξύ τών αντιπροσώπων, οί όποίοι έξέφρασαν τήν ικανοποίησιν των διά τήν έκβασιν των διαπραγματεύσεων. Ή κυβέρνησις θά ανακοινώση προσεχώς τάς λεπτομερείας τής αποφάσεως, ή όποία θεωρείται ώς σημαντικόν βήμα πρός τήν ομαλότητα. Λονδίνον, 10. (Άσσ. Πρές).— Κατά πληροφορίας έκ πηγών άξιοπίστων, ή συμφωνία έπετεύχθη μετά μακράς συζητήσεις μεταξύ τών αντιπροσώπων, οί όποίοι έξέφρασαν τήν ικανοποίησιν των διά τήν έκβασιν των διαπραγματεύσεων. Ή κυβέρνησις θά ανακοινώση προσεχώς τάς λεπτομερείας τής αποφάσεως, ή όποία θεωρείται ώς σημαντικόν βήμα πρός τήν ομαλότητα. Λονδίνον, 10. (Άσσ. Πρές).— Κατά πληροφορίας έκ πηγών άξιοπίστων, ή συμφωνία έπετεύχθη μετά μακράς συζητήσεις μεταξύ τών αντιπροσώπων, οί όποίοι έξέφρασαν τήν ικανοποίησιν των διά τήν έκβασιν των διαπραγματεύσεων. Ή κυβέρνησις θά ανακοινώση προσεχώς τάς λεπτομερείας τής αποφάσεως, ή όποία θεωρείται ώς σημαντικόν βήμα πρός τήν ομαλότητα. Η ΚΟΣΜΙΚΗ Ή συναυλία τής «Τέχνης» Λονδίνον, 10. (Άσσ. Πρές).— Κατά πληροφορίας έκ πηγών άξιοπίστων, ή συμφωνία έπετεύχθη μετά μακράς συζητήσεις μεταξύ τών αντιπροσώπων, οί όποίοι έξέφρασαν τήν ικανοποίησιν των διά τήν έκβασιν των διαπραγματεύσεων. Ή κυβέρνησις θά ανακοινώση προσεχώς τάς λεπτομερείας τής αποφάσεως, ή όποία θεωρείται ώς σημαντικόν βήμα πρός τήν ομαλότητα. Λονδίνον, 10. (Άσσ. Πρές).— Κατά πληροφορίας έκ πηγών άξιοπίστων, ή συμφωνία έπετεύχθη μετά μακράς συζητήσεις μεταξύ τών αντιπροσώπων, οί όποίοι έξέφρασαν τήν ικανοποίησιν των διά τήν έκβασιν των διαπραγματεύσεων. Ή κυβέρνησις θά ανακοινώση προσεχώς τάς λεπτομερείας τής αποφάσεως, ή όποία θεωρείται ώς σημαντικόν βήμα πρός τήν ομαλότητα. Η ΓΩΝΙΑ ΤΟΥ ΠΑΙΓΝΙΔΙΟΥ Η ΛΥΣΙΣ ΤΟΥ ΧΘΕΣΙΝΟΥ [366, 62, 527, 2113]
kideia-heading: ΚΗΔΕΙΑΙ [5, 1938, 353, 1960]
right-headline-5: Η ΡΟΣΣΑΝΑ ΣΠΙΣΟΥ ΚΑΤΕΘΕΣΕΝ ΕΛΑΦΡΥΝΤΙΚΑ [1106, 1324, 1363, 1359]
ballet-caption: Από τάς παραστάσεις των ρωσσικών μπαλλέτων: Ένα θεαματικώτατο δρώμενο κατά την επίδειξιν μιας χορευτικής επιδείξεως, ή όποια κατεχειροκροτήθη. [5, 382, 311, 419]
puzzle-maze [369, 1916, 524, 2061]
box-5: ΣΥΝΕΧΙΖΟΝΤΑΙ ΑΙ ΕΞΕΤΑΣΕΙΣ ΤΟΥ ΑΝΤΟΝΥ ΗΝΤΕΝ [860, 1812, 1031, 1838]
helmet-head-icon [1372, 74, 1414, 118]
right-sub-1: Βραδύτερον αύτοκυβέρνησις [1125, 242, 1344, 259]
mnimosyna-heading: ΜΝΗΜΟΣΥΝΑ [121, 1584, 238, 1604]
right-headline-1: ΣΥΝΤΑΓΜΑ ΠΡΟΤΑΘΕΝ ΔΙΑ ΤΗΝ ΚΥΠΡΟΝ ΘΑ ΕΦΑΡΜΟΣΘΗ ΕΙΣ ΤΗΝ ΣΙΓΚΑΠΟΥΡΗΝ [1070, 130, 1399, 194]
center-sub-4: Έφύτευσε μίαν κερασέαν είς τήν αύλήν τής άγγλικής πρεσβείας.— Είς τούς σταύλους.— Τό γεύμα.— Τό δώρον τών έργοστασίων Ρενώ.— Τό δείπνον είς τό Λούβρον καί ή δεξίωσις. [542, 991, 1039, 1040]
ballet-article: Λονδίνον, 10. (Άσσ. Πρές).— Κατά πληροφορίας έκ πηγών άξιοπίστων, ή συμφωνία έπετεύχθη μετά μακράς συζητήσεις μεταξύ τών αντιπροσώπων, οί όποίοι έξέφρασαν τήν ικανοποίησιν των διά τήν έκβασιν των διαπραγματεύσεων. Ή κυβέρνησις θά ανακοινώση προσεχώς τάς λεπτομερείας τής αποφάσεως, ή όποία θεωρείται ώς σημαντικόν βήμα πρός τήν ομαλότητα. Λονδίνον, 10. (Άσσ. Πρές).— Κατά πληροφορίας έκ πηγών άξιοπίστων, ή συμφωνία έπετεύχθη μετά μακράς συζητήσεις μεταξύ τών αντιπροσώπων, οί όποίοι έξέφρασαν τήν ικανοποίησιν των διά τήν έκβασιν των διαπραγματεύσεων. Ή κυβέρνησις θά ανακοινώση προσεχώς τάς λεπτομερείας τής αποφάσεως, ή όποία θεωρείται ώς σημαντικόν βήμα πρός τήν ομαλότητα. Λονδίνον, 10. (Άσσ. Πρές).— Κατά πληροφορίας έκ πηγών άξιοπίστων, ή συμφωνία έπετεύχθη μετά μακράς συζητήσεις μεταξύ τών αντιπροσώπων, οί όποίοι έξέφρασαν τήν ικανοποίησιν των διά τήν έκβασιν των διαπραγματεύσεων. Ή κυβέρνησις θά ανακοινώση προσεχώς τάς λεπτομερείας τής αποφάσεως, ή όποία θεωρείται ώς σημαντικόν βήμα πρός τήν ομαλότητα. Λονδίνον, 10. (Άσσ. Πρές).— Κατά πληροφορίας έκ πηγών άξιοπίστων, ή συμφωνία έπετεύχθη μετά μακράς συζητήσεις μεταξύ τών αντιπροσώπων, οί όποίοι έξέφρασαν τήν ικανοποίησιν των διά τήν έκβασιν των διαπραγματεύσεων. Ή κυβέρνησις θά ανακοινώση προσεχώς τάς λεπτομερείας τής αποφάσεως, ή όποία θεωρείται ώς σημαντικόν βήμα πρός τήν ομαλότητα. Λονδίνον, 10. (Άσσ. Πρές).— Κατά πληροφορίας έκ πηγών άξιοπίστων, ή συμφωνία έπετεύχθη μετά μακράς συζητήσεις μεταξύ τών αντιπροσώπων, οί όποίοι έξέφρασαν τήν ικανοποίησιν των διά τήν έκβασιν των διαπραγματεύσεων. Ή κυβέρνησις θά ανακοινώση προσεχώς τάς λεπτομερείας τής αποφάσεως, ή όποία θεωρείται ώς σημαντικόν βήμα πρός τήν ομαλότητα. Λονδίνον, 10. (Άσσ. Πρές).— Κατά πληροφορίας έκ πηγών άξιοπίστων, ή συμφωνία έπετεύχθη μετά μακράς συζητήσεις μεταξύ τών αντιπροσώπων, οί όποίοι έξέφρασαν τήν ικανοποίησιν των διά τήν έκβασιν των διαπραγματεύσεων. Ή κυβέρνησις θά ανακοινώση προσεχώς τάς λεπτομερείας τής αποφάσεως, ή όποία θεωρείται ώς σημαντικόν βήμα πρός τήν ομαλότητα. Λονδίνον, 10. (Άσσ. Πρές).— Κατά πληροφορίας έκ πηγών άξιοπίστων, ή συμφωνία έπετεύχθη μετά μακράς συζητήσεις μεταξύ τών αντιπροσώπων, οί όποίοι έξέφρασαν τήν ικανοποίησιν των διά τήν έκβασιν των διαπραγματεύσεων. Ή κυβέρνησις θά ανακοινώση προσεχώς τάς λεπτομερείας τής αποφάσεως, ή όποία θεωρείται ώς σημαντικόν βήμα πρός τήν ομαλότητα. Λονδίνον, 10. (Άσσ. Πρές).— Κατά πληροφορίας έκ πηγών άξιοπίστων, ή συμφωνία έπετεύχθη μετά μακράς συζητήσεις μεταξύ τών αντιπροσώπων, οί όποίοι έξέφρασαν τήν ικανοποίησιν των διά τήν έκβασιν των διαπραγματεύσεων. Ή κυβέρνησις θά ανακοινώση προσεχώς τάς λεπτομερείας τής αποφάσεως, ή όποία θεωρείται ώς σημαντικόν βήμα πρός τήν ομαλότητα. Λονδίνον, 10. (Άσσ. Πρές).— Κατά πληροφορίας έκ πηγών άξιοπίστων, ή συμφωνία έπετεύχθη μετά μακράς συζητήσεις μεταξύ τών αντιπροσώπων, οί όποίοι έξέφρασαν τήν ικανοποίησιν των διά τήν έκβασιν των διαπραγματεύσεων. Ή κυβέρνησις θά ανακοινώση προσεχώς τάς λεπτομερείας τής αποφάσεως, ή όποία θεωρείται ώς σημαντικόν βήμα πρός τήν ομαλότητα. Λονδίνον, 10. (Άσσ. Πρές).— Κατά πληροφορίας έκ πηγών άξιοπίστων, ή συμφωνία έπετεύχθη μετά μακράς συζητήσεις μεταξύ τών αντιπροσώπων, οί όποίοι έξέφρασαν τήν ικανοποίησιν των διά τήν έκβασιν των διαπραγματεύσεων. Ή κυβέρνησις θά ανακοινώση προσεχώς τάς λεπτομερείας τής αποφάσεως, ή όποία θεωρείται ώς σημαντικόν βήμα πρός τήν ομαλότητα. [5, 435, 353, 1358]
center-signature: Ρ. ΜΑΚ ΛΑΡΚΙΝ [760, 1729, 841, 1741]
weather-cloud-icon [371, 78, 406, 105]
right-headline-7: ΑΝΑΖΗΤΕΙΤΑΙ ΘΗΣΑΥΡΟΣ ΧΡΥΣΟΥ ΕΙΣ ΤΗΝ ΝΕΑΝ ΚΙΟΝ ΤΗΣ ΑΡΓΟΛΙΔΟΣ [1059, 2169, 1410, 2206]
column-rule [359, 62, 361, 2113]
center-sub-1: 'Ο Ναμπουλσί άπεμακρύνετο τής Δύσεως [586, 189, 996, 211]
